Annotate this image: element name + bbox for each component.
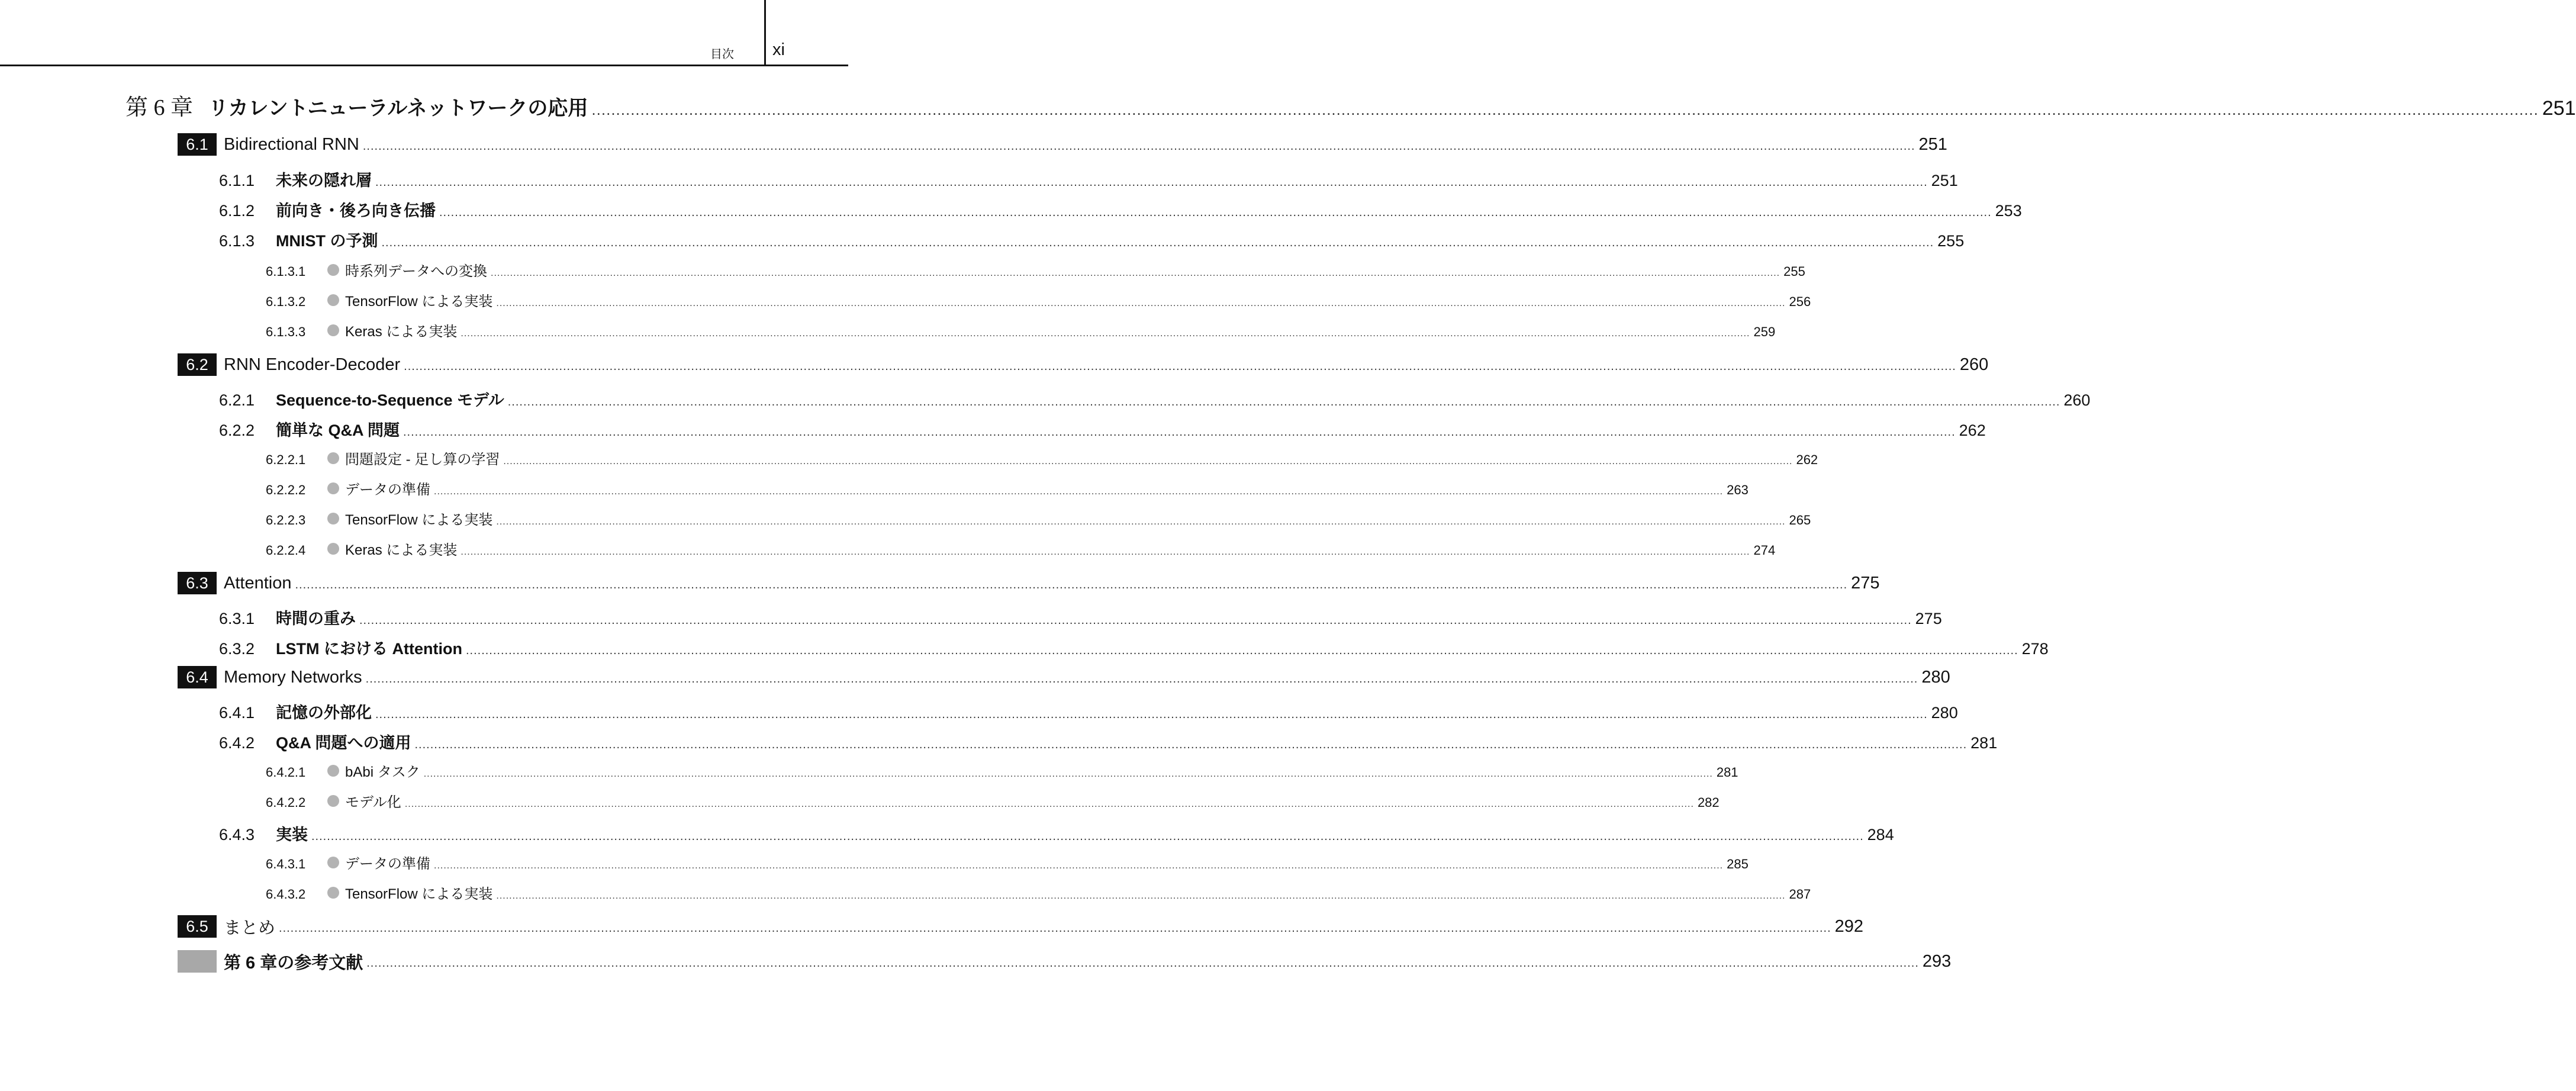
entry-page: 260: [2063, 391, 2091, 409]
entry-number: 6.4.2.2: [266, 795, 306, 810]
entry-number: 6.4.3.1: [266, 857, 306, 871]
bullet-dot-icon: [327, 765, 339, 777]
toc-entry-6-1-1[interactable]: [219, 168, 1958, 191]
bullet-dot-icon: [327, 264, 339, 276]
dot-leader: ................................................................................................................................................................................................................................................................................................................................................................................................................: [365, 672, 1918, 686]
entry-page: 262: [1959, 421, 1986, 439]
dot-leader: ................................................................................................................................................................................................................................................................................................................................................................................................................: [465, 644, 2018, 657]
entry-page: 251: [1931, 172, 1958, 189]
entry-number: 6.1.3.3: [266, 324, 306, 339]
entry-title: データの準備: [345, 856, 430, 872]
toc-entry-6-1-3-3[interactable]: [266, 320, 1776, 340]
entry-page: 274: [1753, 543, 1776, 558]
entry-page: 280: [1921, 667, 1950, 687]
dot-leader: ................................................................................................................................................................................................................................................................................................................................................................................................................: [375, 708, 1928, 721]
dot-leader: ................................................................................................................................................................................................................................................................................................................................................................................................................: [362, 140, 1915, 153]
dot-leader: ................................................................................................................................................................................................................................................................................................................................................................................................................: [375, 176, 1928, 189]
toc-entry-6-1-3[interactable]: [219, 228, 1965, 251]
entry-title: 時系列データへの変換: [345, 263, 487, 279]
toc-entry-6-2-2-1[interactable]: [266, 448, 1818, 468]
entry-page: 275: [1915, 610, 1942, 627]
entry-title: 実装: [276, 826, 308, 844]
entry-page: 262: [1796, 452, 1818, 467]
entry-title: 未来の隠れ層: [276, 172, 372, 189]
entry-title: Bidirectional RNN: [224, 134, 359, 154]
bullet-dot-icon: [327, 324, 339, 336]
dot-leader: ................................................................................................................................................................................................................................................................................................................................................................................................................: [295, 578, 1848, 591]
header-label: 目次: [710, 48, 734, 61]
entry-title: Memory Networks: [224, 667, 362, 687]
header-divider: [764, 0, 766, 66]
bullet-dot-icon: [327, 857, 339, 868]
entry-number: 6.1.1: [219, 172, 255, 189]
bullet-dot-icon: [327, 452, 339, 464]
toc-entry-6-2-2-3[interactable]: [266, 508, 1811, 529]
entry-title: 問題設定 - 足し算の学習: [345, 452, 500, 468]
entry-number: 6.2.2.4: [266, 543, 306, 558]
entry-title: モデル化: [345, 794, 401, 810]
header-rule: [0, 65, 848, 66]
toc-entry-6-4-2-2[interactable]: [266, 790, 1720, 811]
entry-title: LSTM における Attention: [276, 640, 462, 658]
bullet-dot-icon: [327, 795, 339, 807]
header-page-number: xi: [772, 40, 785, 59]
dot-leader: ................................................................................................................................................................................................................................................................................................................................................................................................................: [503, 456, 1793, 466]
entry-title: TensorFlow による実装: [345, 512, 493, 528]
entry-page: 281: [1970, 734, 1998, 752]
bullet-dot-icon: [327, 513, 339, 524]
entry-title: Keras による実装: [345, 542, 458, 558]
toc-entry-6-3-1[interactable]: [219, 606, 1942, 629]
entry-page: 278: [2021, 640, 2049, 658]
toc-entry-6-1-3-2[interactable]: [266, 289, 1811, 310]
entry-number: 6.2.2.2: [266, 482, 306, 497]
section-number-badge: 6.1: [178, 133, 217, 156]
toc-entry-6-3[interactable]: [178, 572, 1880, 594]
dot-leader: ................................................................................................................................................................................................................................................................................................................................................................................................................: [496, 298, 1786, 308]
entry-title: MNIST の予測: [276, 232, 378, 250]
entry-title: RNN Encoder-Decoder: [224, 355, 401, 374]
entry-number: 6.4.3.2: [266, 887, 306, 902]
dot-leader: ................................................................................................................................................................................................................................................................................................................................................................................................................: [434, 861, 1724, 871]
toc-entry-6-2-2-4[interactable]: [266, 538, 1776, 559]
entry-title: TensorFlow による実装: [345, 886, 493, 902]
chapter-number: 第 6 章: [125, 95, 194, 120]
toc-entry-6-3-2[interactable]: [219, 636, 2049, 659]
entry-title: 簡単な Q&A 問題: [276, 421, 400, 439]
entry-title: 第 6 章の参考文献: [224, 953, 363, 973]
toc-entry-6-1-2[interactable]: [219, 198, 2022, 221]
toc-entry-6-2-2-2[interactable]: [266, 478, 1749, 498]
toc-entry-6-1-3-1[interactable]: [266, 259, 1805, 280]
dot-leader: ................................................................................................................................................................................................................................................................................................................................................................................................................: [404, 799, 1694, 809]
dot-leader: ................................................................................................................................................................................................................................................................................................................................................................................................................: [403, 426, 1956, 439]
entry-number: 6.1.3.1: [266, 264, 306, 279]
toc-entry-6-4-3-1[interactable]: [266, 852, 1749, 873]
toc-entry-6-4-2[interactable]: [219, 730, 1998, 753]
toc-chapter[interactable]: [125, 89, 2576, 121]
dot-leader: ................................................................................................................................................................................................................................................................................................................................................................................................................: [496, 517, 1786, 527]
entry-page: 259: [1753, 324, 1776, 339]
entry-page: 255: [1783, 264, 1805, 279]
dot-leader: ................................................................................................................................................................................................................................................................................................................................................................................................................: [381, 236, 1934, 249]
entry-page: 251: [1918, 134, 1947, 154]
dot-leader: ................................................................................................................................................................................................................................................................................................................................................................................................................: [461, 329, 1750, 339]
dot-leader: ................................................................................................................................................................................................................................................................................................................................................................................................................: [496, 891, 1786, 901]
dot-leader: ................................................................................................................................................................................................................................................................................................................................................................................................................: [434, 487, 1724, 497]
entry-title: 前向き・後ろ向き伝播: [276, 202, 436, 220]
toc-entry-6-2[interactable]: [178, 353, 1989, 376]
section-number-badge: 6.5: [178, 915, 217, 938]
dot-leader: ................................................................................................................................................................................................................................................................................................................................................................................................................: [591, 101, 2539, 118]
entry-page: 287: [1789, 887, 1811, 902]
chapter-title: リカレントニューラルネットワークの応用: [208, 97, 588, 120]
dot-leader: ................................................................................................................................................................................................................................................................................................................................................................................................................: [279, 922, 1831, 935]
dot-leader: ................................................................................................................................................................................................................................................................................................................................................................................................................: [507, 395, 2060, 408]
bullet-dot-icon: [327, 482, 339, 494]
entry-title: まとめ: [224, 918, 276, 938]
entry-number: 6.4.2.1: [266, 765, 306, 780]
entry-number: 6.2.2.3: [266, 513, 306, 527]
entry-title: Attention: [224, 573, 292, 593]
entry-number: 6.4.2: [219, 734, 255, 752]
entry-title: Sequence-to-Sequence モデル: [276, 391, 504, 409]
toc-entry-6-2-1[interactable]: [219, 387, 2091, 410]
dot-leader: ................................................................................................................................................................................................................................................................................................................................................................................................................: [461, 547, 1750, 557]
toc-entry-6-4-3-2[interactable]: [266, 882, 1811, 903]
dot-leader: ................................................................................................................................................................................................................................................................................................................................................................................................................: [423, 769, 1713, 779]
entry-title: 記憶の外部化: [276, 704, 372, 722]
dot-leader: ................................................................................................................................................................................................................................................................................................................................................................................................................: [359, 614, 1912, 627]
toc-entry-6-4-2-1[interactable]: [266, 760, 1738, 781]
bullet-dot-icon: [327, 543, 339, 555]
entry-number: 6.4.3: [219, 826, 255, 844]
entry-page: 293: [1922, 951, 1952, 971]
dot-leader: ................................................................................................................................................................................................................................................................................................................................................................................................................: [404, 360, 1956, 373]
entry-number: 6.1.3.2: [266, 294, 306, 309]
section-number-badge: 6.2: [178, 353, 217, 376]
section-number-badge: 6.4: [178, 666, 217, 688]
entry-page: 256: [1789, 294, 1811, 309]
entry-number: 6.2.2: [219, 421, 255, 439]
entry-number: 6.2.2.1: [266, 452, 306, 467]
dot-leader: ................................................................................................................................................................................................................................................................................................................................................................................................................: [414, 738, 1968, 751]
entry-page: 265: [1789, 513, 1811, 527]
entry-page: 281: [1716, 765, 1738, 780]
entry-title: データの準備: [345, 482, 430, 498]
toc-entry-references[interactable]: [178, 950, 1952, 973]
entry-title: Q&A 問題への適用: [276, 734, 411, 752]
entry-page: 280: [1931, 704, 1958, 722]
entry-page: 275: [1851, 573, 1880, 593]
entry-title: TensorFlow による実装: [345, 294, 493, 310]
entry-page: 285: [1727, 857, 1749, 871]
entry-number: 6.3.2: [219, 640, 255, 658]
entry-number: 6.4.1: [219, 704, 255, 722]
entry-page: 284: [1867, 826, 1894, 844]
bullet-dot-icon: [327, 887, 339, 899]
dot-leader: ................................................................................................................................................................................................................................................................................................................................................................................................................: [366, 957, 1919, 970]
toc-entry-6-1[interactable]: [178, 133, 1947, 156]
entry-number: 6.2.1: [219, 391, 255, 409]
toc-entry-6-5[interactable]: [178, 915, 1864, 938]
entry-title: Keras による実装: [345, 324, 458, 340]
entry-number: 6.1.3: [219, 232, 255, 250]
entry-page: 253: [1995, 202, 2022, 220]
entry-page: 263: [1727, 482, 1749, 497]
entry-number: 6.3.1: [219, 610, 255, 627]
dot-leader: ................................................................................................................................................................................................................................................................................................................................................................................................................: [491, 268, 1780, 278]
entry-page: 282: [1697, 795, 1720, 810]
dot-leader: ................................................................................................................................................................................................................................................................................................................................................................................................................: [439, 206, 1992, 219]
entry-page: 292: [1834, 916, 1864, 936]
section-number-badge: 6.3: [178, 572, 217, 594]
entry-number: 6.1.2: [219, 202, 255, 220]
toc-entry-6-4-1[interactable]: [219, 700, 1958, 723]
dot-leader: ................................................................................................................................................................................................................................................................................................................................................................................................................: [311, 830, 1864, 843]
toc-entry-6-2-2[interactable]: [219, 417, 1986, 440]
entry-title: bAbi タスク: [345, 764, 420, 780]
chapter-page: 251: [2542, 97, 2576, 120]
bullet-dot-icon: [327, 294, 339, 306]
toc-entry-6-4[interactable]: [178, 666, 1950, 688]
entry-page: 255: [1937, 232, 1965, 250]
section-number-badge: [178, 950, 217, 973]
entry-page: 260: [1959, 355, 1989, 374]
entry-title: 時間の重み: [276, 610, 356, 627]
toc-entry-6-4-3[interactable]: [219, 822, 1894, 845]
